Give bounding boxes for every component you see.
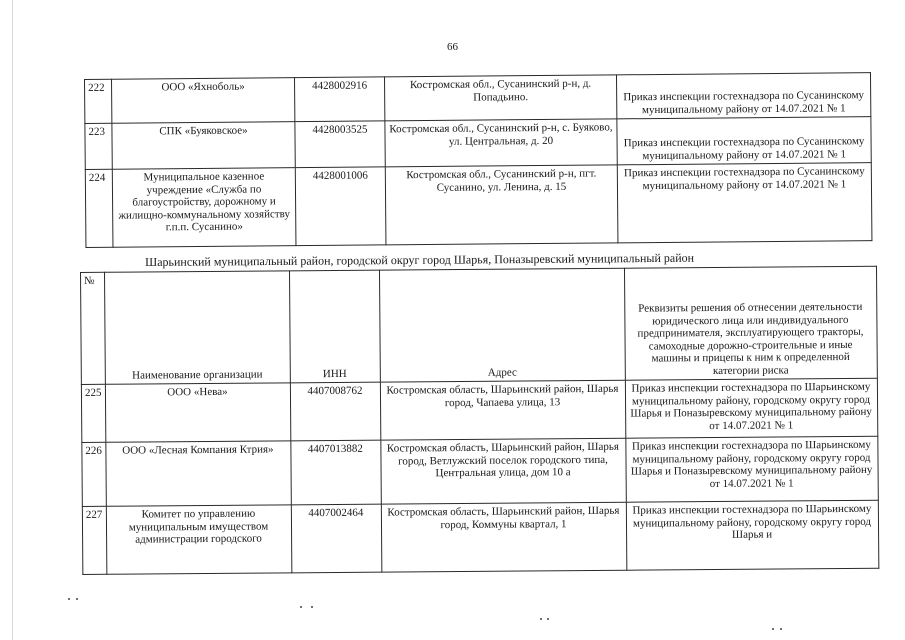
scan-artifact bbox=[772, 628, 774, 630]
row-number: 224 bbox=[85, 169, 113, 247]
decision-value: Приказ инспекции гостехнадзора по Шарьинскому муниципальному району, городскому округу город Шарья и Поназыревскому муниципальному району от 14.07.2021 № 1 bbox=[625, 436, 877, 502]
table-row bbox=[85, 163, 872, 248]
table-row bbox=[85, 73, 871, 124]
table-row bbox=[82, 500, 878, 574]
organization-name: Муниципальное казенное учреждение «Служба по благоустройству, дорожному и жилищно-коммунальному хозяйству г.п.п. Сусанино» bbox=[112, 168, 296, 248]
scan-artifact bbox=[300, 606, 302, 608]
address-value: Костромская обл., Сусанинский р-н, д. Попадьино. bbox=[384, 75, 616, 121]
address-value: Костромская обл., Сусанинский р-н, пгт. Сусанино, ул. Ленина, д. 15 bbox=[385, 165, 618, 245]
organizations-table-sharya bbox=[80, 266, 879, 575]
address-value: Костромская область, Шарьинский район, Шарья город, Чапаева улица, 13 bbox=[380, 380, 625, 440]
inn-value: 4407008762 bbox=[290, 382, 380, 441]
scan-artifact bbox=[311, 606, 313, 608]
row-number: 223 bbox=[85, 123, 112, 169]
row-number: 225 bbox=[81, 384, 105, 442]
inn-value: 4428002916 bbox=[294, 77, 384, 122]
header-decision-requisites: Реквизиты решения об отнесении деятельности юридического лица или индивидуального предпринимателя, эксплуатирующего тракторы, самоходные дорожно-строительные и иные машины и прицепы к ним к определенной категории риска bbox=[624, 266, 877, 380]
header-number: № bbox=[81, 272, 105, 384]
address-value: Костромская область, Шарьинский район, Шарья город, Ветлужский поселок городского типа, Центральная улица, дом 10 а bbox=[380, 438, 625, 504]
section-title: Шарьинский муниципальный район, городской округ город Шарья, Поназыревский муниципальный район bbox=[145, 250, 695, 269]
page-number: 66 bbox=[447, 41, 458, 53]
scan-artifact bbox=[76, 598, 78, 600]
organization-name: Комитет по управлению муниципальным имуществом администрации городского bbox=[106, 505, 292, 574]
organization-name: ООО «Нева» bbox=[105, 383, 290, 442]
inn-value: 4428003525 bbox=[295, 121, 385, 168]
organization-name: СПК «Буяковское» bbox=[112, 122, 295, 170]
decision-value: Приказ инспекции гостехнадзора по Сусанинскому муниципальному району от 14.07.2021 № 1 bbox=[617, 163, 872, 243]
header-organization-name: Наименование организации bbox=[104, 271, 290, 384]
scan-artifact bbox=[547, 618, 549, 620]
inn-value: 4407013882 bbox=[290, 440, 380, 505]
table-row bbox=[82, 436, 878, 506]
header-address: Адрес bbox=[379, 268, 625, 382]
inn-value: 4428001006 bbox=[295, 167, 386, 246]
decision-value: Приказ инспекции гостехнадзора по Сусанинскому муниципальному району от 14.07.2021 № 1 bbox=[617, 117, 871, 165]
organization-name: ООО «Лесная Компания Ктрия» bbox=[105, 441, 290, 506]
row-number: 227 bbox=[82, 506, 106, 574]
inn-value: 4407002464 bbox=[291, 504, 382, 573]
address-value: Костромская обл., Сусанинский р-н, с. Буяково, ул. Центральная, д. 20 bbox=[385, 119, 617, 167]
table-row bbox=[81, 378, 877, 442]
scan-artifact bbox=[780, 628, 782, 630]
decision-value: Приказ инспекции гостехнадзора по Шарьинскому муниципальному району, городскому округу город Шарья и bbox=[626, 500, 879, 570]
address-value: Костромская область, Шарьинский район, Шарья город, Коммуны квартал, 1 bbox=[381, 502, 627, 572]
scan-artifact bbox=[540, 618, 542, 620]
organization-name: ООО «Яхноболь» bbox=[112, 78, 295, 124]
header-inn: ИНН bbox=[289, 270, 380, 383]
decision-value: Приказ инспекции гостехнадзора по Шарьинскому муниципальному району, городскому округу город Шарья и Поназыревскому муниципальному району от 14.07.2021 № 1 bbox=[625, 378, 877, 438]
scan-left-edge bbox=[12, 0, 13, 640]
row-number: 226 bbox=[82, 442, 106, 506]
table-row bbox=[85, 117, 871, 170]
scan-artifact bbox=[68, 598, 70, 600]
organizations-table-susanino bbox=[84, 72, 872, 248]
table-header-row bbox=[81, 266, 877, 384]
row-number: 222 bbox=[85, 79, 112, 123]
decision-value: Приказ инспекции гостехнадзора по Сусанинскому муниципальному району от 14.07.2021 № 1 bbox=[616, 73, 870, 119]
